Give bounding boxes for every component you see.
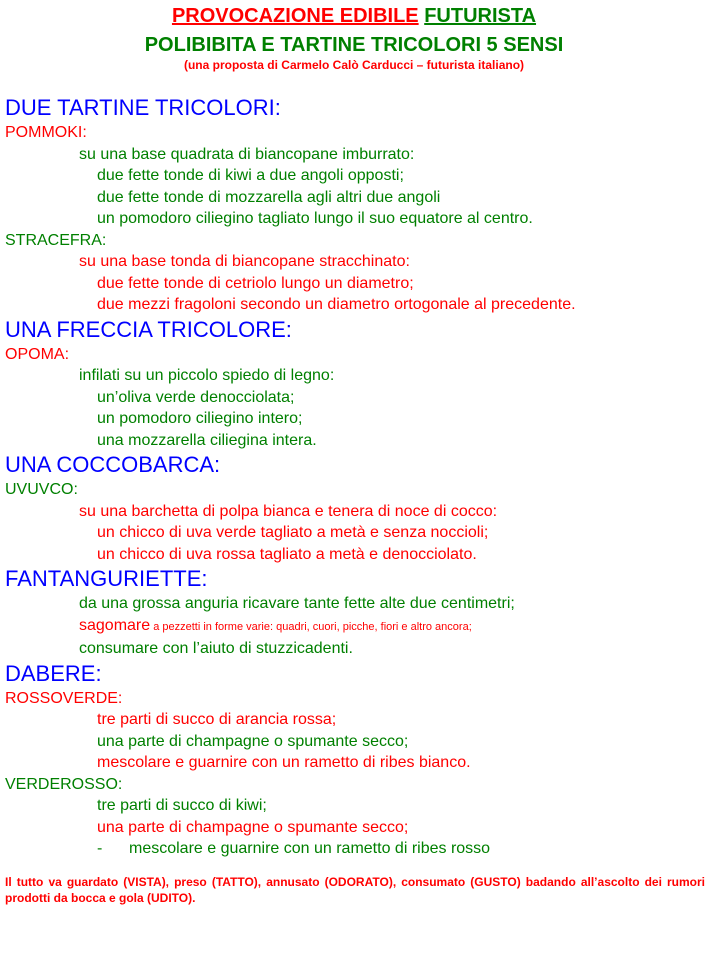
- title-part-futurista: FUTURISTA: [424, 5, 537, 27]
- recipe-name-uvuvco: UVUVCO:: [5, 481, 78, 498]
- recipe-base-uvuvco: su una barchetta di polpa bianca e tenera di noce di cocco:: [79, 502, 498, 520]
- recipe-item: una parte di champagne o spumante secco;: [97, 818, 409, 836]
- section-heading-dabere: DABERE:: [5, 660, 102, 686]
- recipe-item: due mezzi fragoloni secondo un diametro ortogonale al precedente.: [97, 296, 576, 313]
- recipe-name-pommoki: POMMOKI:: [5, 124, 87, 141]
- sagomare-detail: a pezzetti in forme varie: quadri, cuori, picche, fiori e altro ancora;: [150, 620, 472, 633]
- recipe-base-pommoki: su una base quadrata di biancopane imburrato:: [79, 145, 415, 163]
- list-dash: -: [97, 840, 103, 857]
- recipe-item: un pomodoro ciliegino tagliato lungo il suo equatore al centro.: [97, 210, 533, 227]
- recipe-item: un pomodoro ciliegino intero;: [97, 410, 303, 427]
- recipe-item: tre parti di succo di kiwi;: [97, 797, 267, 814]
- subtitle: (una proposta di Carmelo Calò Carducci – futurista italiano): [183, 58, 525, 72]
- section-heading-freccia: UNA FRECCIA TRICOLORE:: [5, 316, 292, 342]
- section-heading-coccobarca: UNA COCCOBARCA:: [5, 452, 221, 477]
- section-heading-fantanguriette: FANTANGURIETTE:: [5, 566, 208, 591]
- recipe-step-sagomare: [5, 615, 705, 639]
- recipe-item: una parte di champagne o spumante secco;: [97, 732, 409, 750]
- recipe-name-opoma: OPOMA:: [5, 345, 70, 363]
- recipe-name-stracefra: STRACEFRA:: [5, 231, 107, 249]
- senses-note: Il tutto va guardato (VISTA), preso (TATTO), annusato (ODORATO), consumato (GUSTO) badando all’ascolto dei rumori prodotti da bocca e gola (UDITO).: [5, 875, 705, 905]
- recipe-step: consumare con l’aiuto di stuzzicadenti.: [79, 640, 353, 657]
- recipe-name-verderosso: VERDEROSSO:: [5, 775, 123, 793]
- recipe-item-last: [5, 838, 705, 860]
- title-line-2: POLIBIBITA E TARTINE TRICOLORI 5 SENSI: [144, 34, 564, 56]
- recipe-name-rossoverde: ROSSOVERDE:: [5, 689, 123, 707]
- section-heading-tartine: DUE TARTINE TRICOLORI:: [5, 95, 281, 120]
- recipe-item: un’oliva verde denocciolata;: [97, 388, 295, 406]
- title-part-provocazione: PROVOCAZIONE EDIBILE: [171, 5, 419, 27]
- recipe-item: tre parti di succo di arancia rossa;: [97, 711, 337, 728]
- recipe-item: due fette tonde di cetriolo lungo un diametro;: [97, 274, 414, 292]
- recipe-step: da una grossa anguria ricavare tante fette alte due centimetri;: [79, 595, 515, 612]
- recipe-base-opoma: infilati su un piccolo spiedo di legno:: [79, 367, 335, 384]
- recipe-item: un chicco di uva verde tagliato a metà e senza noccioli;: [97, 524, 489, 541]
- recipe-item: un chicco di uva rossa tagliato a metà e denocciolato.: [97, 545, 477, 563]
- recipe-item: una mozzarella ciliegina intera.: [97, 431, 317, 449]
- title-line-1: [0, 4, 708, 28]
- recipes-content: [5, 94, 705, 860]
- recipe-item: mescolare e guarnire con un rametto di ribes bianco.: [97, 754, 471, 771]
- recipe-item: due fette tonde di mozzarella agli altri due angoli: [97, 188, 441, 206]
- sagomare-word: sagomare: [79, 616, 151, 634]
- recipe-item: due fette tonde di kiwi a due angoli opposti;: [97, 167, 404, 184]
- last-item-text: mescolare e guarnire con un rametto di ribes rosso: [129, 840, 491, 857]
- recipe-base-stracefra: su una base tonda di biancopane stracchinato:: [79, 253, 410, 270]
